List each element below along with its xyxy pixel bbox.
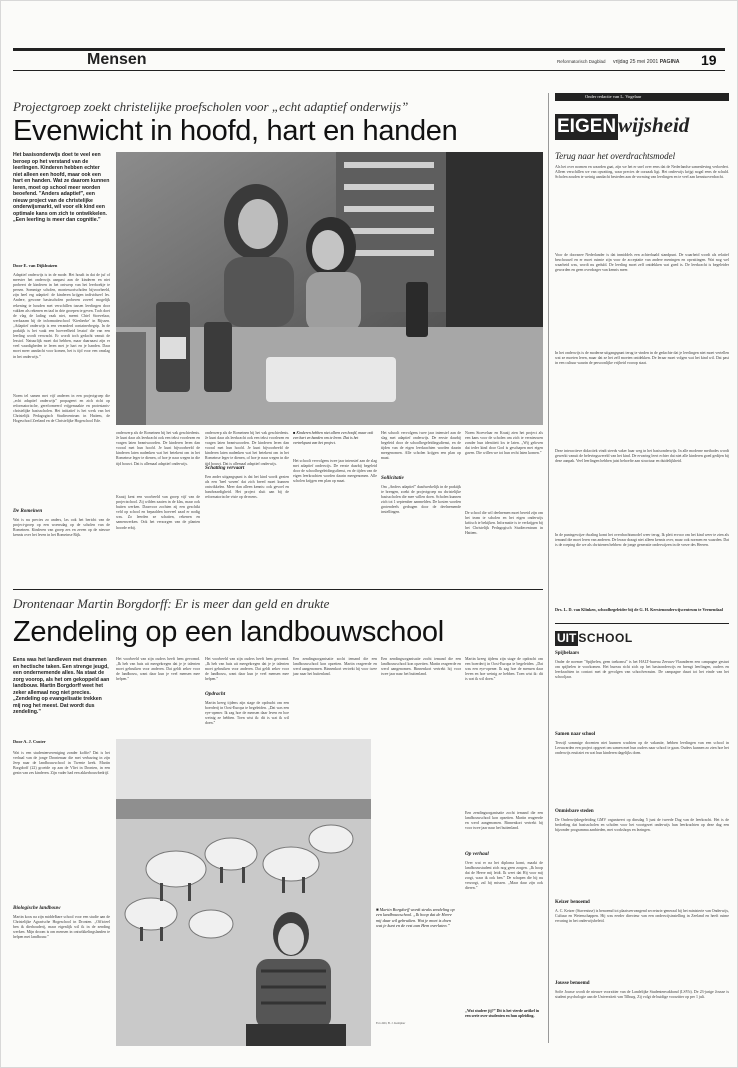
article1-photo xyxy=(116,152,543,425)
article2-byline: Door A. J. Custer xyxy=(13,739,46,744)
news-jousse-body: Sofie Jousse wordt de nieuwe voorzitter van de Landelijke Studentenvakbond (LSVb). De 23-jarige Jousse is student psychologie aan de Universiteit van Tilburg. Zij volgt de huidige voorzitter op per 1 juli. xyxy=(555,990,729,1000)
article2-series-note: „Wat studeer jij?” Dit is het vierde artikel in een serie over studenten en hun opleiding. xyxy=(465,1009,540,1018)
article2-photo xyxy=(116,739,371,1046)
article2-body-6b: Martin kreeg tijdens zijn stage de opdracht om een boerderij in Oost-Europa te begeleiden. „Dat was een eye-opener. Ik zag hoe de mensen daar leven en hoe weinig ze hebben. Toen wist ik: dit is wat ik wil doen.” xyxy=(465,657,543,682)
article2-body-4: Martin kreeg tijdens zijn stage de opdracht om een boerderij in Oost-Europa te begeleiden. „Dat was een eye-opener. Ik zag hoe de mensen daar leven en hoe weinig ze hebben. Toen wist ik: dit is wat ik wil doen.” xyxy=(205,701,289,726)
article1-byline: Door E. van Dijkhuizen xyxy=(13,263,58,268)
article1-body-5: Kraaij kent een voorbeeld van groep vijf van de projectschool. Zij wilden zaaien in de klas, maar ook buiten werken. Daarvoor zochten zij een geschikt veld op school en bepaalden hoeveel zaad er nodig was. Zo leerden ze schatten, rekenen en samenwerken. Ook het verzorgen van de planten hoorde erbij. xyxy=(116,495,200,530)
article2-kicker: Drontenaar Martin Borgdorff: Er is meer dan geld en drukte xyxy=(13,596,330,611)
article1-body-4b: onderwerp als de Romeinen bij het vak geschiedenis. Je kunt daar als leerkracht ook een tekst voorlezen en vragen laten beantwoorden. De kinderen leren dan vooral met hun hoofd. Je kunt bijvoorbeeld de kinderen laten nadenken wat het betekent om in het Romeinse leger te dienen, of hoe je naar wegen in die tijd bouwt. Dat is allemaal adaptief onderwijs. xyxy=(205,431,289,466)
article1-caption: ■ Kinderen hebben niet alleen een hoofd, maar ook een hart en handen om te leren. Dat is het vertrekpunt van het project. xyxy=(293,431,374,445)
school-word: SCHOOL xyxy=(578,631,633,645)
news-spijbelaars-title: Spijbelaars xyxy=(555,651,580,656)
column-body-4: Deze interactieve didactiek vindt steeds vaker haar weg in het basisonderwijs. In alle moderne methodes wordt gewerkt vanuit de belevingswereld van het kind. De ervaring leert echter dat niet alle kinderen goed gedijen bij deze aanpak. Veel leerlingen hebben juist behoefte aan structuur en duidelijkheid. xyxy=(555,449,729,464)
sidebar-divider xyxy=(548,93,549,1043)
article2-subhead-3: Op verhaal xyxy=(465,851,489,857)
article1-body-2: Noem tel samen met vijf anderen in een projectgroep die „echt adaptief onderwijs” propageert en zich richt op reformatorische, gereformeerd vrijgemaakte en protestants-christelijke basisscholen. Het initiatief is het werk van het Christelijk Pedagogisch Studiecentrum in Hattem, de Hogeschool Zeeland en de Christelijke Hogeschool Ede. xyxy=(13,394,110,424)
news-onmisbare-title: Onmisbare steden xyxy=(555,809,594,814)
uit-school-logo xyxy=(555,629,633,645)
news-samen-title: Samen naar school xyxy=(555,732,596,737)
article2-intro: Eens was het landleven met drammen en hectische taken. Een strenge jeugd, een ondernemende alles. Na staat de zorg voorop, als het om gekoppeld aan landbouw. Martin Borgdorff weet het zeker allemaal nog niet precies. „Zendeling op evangelisatie trekken mij nog het meest. Dat wordt dus zendeling.” xyxy=(13,657,110,715)
sidebar-rule xyxy=(555,623,729,624)
article2-body-6a: Een zendingsorganisatie zocht iemand die een landbouwschool kon opzetten. Martin reageerde en werd aangenomen. Binnenkort vertrekt hij voor twee jaar naar het buitenland. xyxy=(381,657,461,677)
news-samen-body: Terwijl sommige docenten niet kunnen wachten op de vakantie, hebben leerlingen van een school in Leeuwarden een project opgezet om samen met hun ouders naar school te gaan. Ouders kunnen zo zien hoe het onderwijs eruitziet en wat hun kinderen dagelijks doen. xyxy=(555,741,729,756)
eigen-word: EIGEN xyxy=(555,114,618,140)
article2-body-5: Een zendingsorganisatie zocht iemand die een landbouwschool kon opzetten. Martin reageerde en werd aangenomen. Binnenkort vertrekt hij voor twee jaar naar het buitenland. xyxy=(293,657,377,677)
article1-headline: Evenwicht in hoofd, hart en handen xyxy=(13,115,458,147)
wijsheid-word: wijsheid xyxy=(618,113,690,137)
column-body-1: Als het over normen en waarden gaat, zijn we het er snel over eens dat de Nederlandse samenleving verloedert. Alleen verschillen we van opvatting, waar precies de oorzaak ligt. Het onderwijs krijgt nogal eens de schuld. Scholen zouden te weinig aandacht besteden aan de vorming van leerlingen en te veel aan kennisoverdracht. xyxy=(555,165,729,180)
martin-with-sheep-photo xyxy=(116,739,371,1046)
page-number: 19 xyxy=(701,52,717,68)
article1-body-4: onderwerp als de Romeinen bij het vak geschiedenis. Je kunt daar als leerkracht ook een tekst voorlezen en vragen laten beantwoorden. De kinderen leren dan vooral met hun hoofd. Je kunt bijvoorbeeld de kinderen laten nadenken wat het betekent om in het Romeinse leger te dienen, of hoe je naar wegen in die tijd bouwt. Dat is allemaal adaptief onderwijs. xyxy=(116,431,200,466)
article1-body-6: Een ander uitgangspunt is dat het kind wordt gezien als een 'heel wezen' dat zich breed moet kunnen ontwikkelen. Meer dan alleen kennis: ook gevoel en handvaardigheid. Het project sluit aan bij de reformatorische visie op de mens. xyxy=(205,475,289,500)
article2-subhead-2: Opdracht xyxy=(205,691,226,697)
article1-body-9: Noem Stoevelaar en Kraaij zien het project als een kans voor de scholen om zich te vernieuwen zonder hun identiteit los te laten. „Wij geloven dat ieder kind door God is geschapen met eigen gaven. Die willen we tot hun recht laten komen.” xyxy=(465,431,543,456)
article1-subhead-1: De Romeinen xyxy=(13,508,43,514)
article2-body-6c: Een zendingsorganisatie zocht iemand die een landbouwschool kon opzetten. Martin reageerde en werd aangenomen. Binnenkort vertrekt hij voor twee jaar naar het buitenland. xyxy=(465,811,543,831)
article-divider xyxy=(13,589,543,590)
eigen-wijsheid-logo xyxy=(555,113,689,141)
article1-body-7b: Het schoolt vervolgens twee jaar intensief aan de slag met adaptief onderwijs. De eerste daarbij begeleid door de schoolbegeleidingsdienst, en de tijden van de eigen leerkrachten worden daarin meegenomen. Alle scholen krijgen een plan op maat. xyxy=(381,431,461,461)
issue-date: vrijdag 25 mei 2001 PAGINA xyxy=(613,59,680,65)
article1-subhead-3: Sollicitatie xyxy=(381,475,404,481)
column-author: Drs. L. D. van Klinken, schoolbegeleider bij de G. H. Kerstenonderwijscentrum te Veenendaal xyxy=(555,607,723,612)
article1-body-3: Wat is nu precies zo anders, las ook het bericht van de project-groep op een woensdag op de scholen van de Romeinen. Kinderen van groep zes en zeven op de nieuwe kennis over het leven in het Romeinse Rijk. xyxy=(13,518,110,538)
news-keizer-title: Keizer benoemd xyxy=(555,900,590,905)
news-onmisbare-body: De Onderwijsbegeleiding GMV organiseert op dinsdag 5 juni de tweede Dag van de leerkracht. Het is de bedoeling dat basisscholen en scholen voor het voortgezet onderwijs hun leerkrachten op deze dag een bijzonder programma aanbieden, met workshops en lezingen. xyxy=(555,818,729,833)
article1-body-1: Adaptief onderwijs is in de mode. Het houdt in dat de juf of meester het onderwijs aanpast aan de kinderen en niet probeert de kinderen in het ontwerp van het leerboekje te persen. Sommige scholen, montessorischolen bijvoorbeeld, zijn heel erg adaptief: de kinderen krijgen individueel les. Andere, gewone basisscholen proberen zoveel mogelijk rekening te houden met verschillen tussen leerlingen door vakken als rekenen en taal in drie groepen te geven. Toch doet de vlag de lading vaak niet, meent Chiel Stoevelaar, werkzaam bij de informatieschool ‘Kiesberke’ in Rijssen. „Adaptief onderwijs is een veranderd containerbegrip. In de praktijk is het vaak een hoeveelheid lesstof die van een leerling wordt verwacht. Er wordt toch gedacht vanuit de lesstof. Natuurlijk moet dat hebben, maar daarnaast zijn er veel vaardigheden te leren met je hart en je handen. Daar moet meer aandacht voor komen, het is tijd voor een omslag in het onderwijs.” xyxy=(13,273,110,359)
uit-word: UIT xyxy=(557,631,577,645)
news-keizer-body: A. C. Keizer (Stavenisse) is benoemd tot plaatsvervangend secretaris-generaal bij het ministerie van Onderwijs, Cultuur en Wetenschappen. Hij was eerder directeur van een onderwijsinstelling in Zeeland en heeft ruime ervaring in het onderwijsbeleid. xyxy=(555,909,729,924)
paper-name: Reformatorisch Dagblad xyxy=(557,59,606,64)
article2-caption: ■ Martin Borgdorff wordt straks zendeling op een landbouwschool. „Ik hoop dat de Heere mij daar wil gebruiken. Wat je moet is doen wat je kunt en de rest aan Hem overlaten.” xyxy=(376,907,455,929)
column-title: Terug naar het overdrachtsmodel xyxy=(555,151,676,161)
column-body-2: Voor de doorsnee Nederlander is dat inmiddels een achterhaald standpunt. De waarheid wordt als relatief beschouwd en er moet ruimte zijn voor de acceptatie van andere meningen en opvattingen. Wat nog wel waarheid was, wordt nu geduld. De leerling moet zelf ontdekken wat goed is. De leerkracht is begeleider geworden en geen overdrager van kennis meer. xyxy=(555,253,729,273)
article1-body-7: Het schoolt vervolgens twee jaar intensief aan de slag met adaptief onderwijs. De eerste daarbij begeleid door de schoolbegeleidingsdienst, en de tijden van de eigen leerkrachten worden daarin meegenomen. Alle scholen krijgen een plan op maat. xyxy=(293,459,377,484)
article1-subhead-2: Schatting vervaart xyxy=(205,465,245,471)
sidebar-editor-tag: Onder redactie van L. Vogelaar xyxy=(555,93,729,101)
section-label: Mensen xyxy=(87,51,147,68)
header-rule-bottom xyxy=(13,70,725,71)
article2-body-7: Over wat er na het diploma komt, maakt de landbouwstudent zich nog geen zorgen. „Ik hoop dat de Heere mij leidt. Ik weet dat Hij voor mij zorgt, waar ik ook ben.” De schapen die hij nu verzorgt, zal hij missen. „Maar daar zijn ook dieren.” xyxy=(465,861,543,891)
column-body-3: In het onderwijs is de moderne uitgangspunt terug te vinden in de gedachte dat je leerlingen niet moet vertellen wat ze moeten leren, maar dat ze het zelf moeten ontdekken. De leraar moet volgen wat het kind wil. Dat past in een cultuur waarin de persoonlijke vrijheid voorop staat. xyxy=(555,351,729,366)
article2-body-3: Het voorbeeld van zijn ouders heeft hem gevormd. „Ik heb van huis uit meegekregen dat je je talenten moet gebruiken voor anderen. Dat geldt zeker voor de landbouw, want daar kun je veel mensen mee helpen.” xyxy=(116,657,200,682)
article1-intro: Het basisonderwijs doet te veel een beroep op het verstand van de leerlingen. Kinderen hebben echter niet alleen een hoofd, maar ook een hart en handen. Wat ze daarom kunnen leren, moet op school meer worden beoefend. "Anders adaptief", een nieuw project van de christelijke onderwijsmarkt, wil voor elk kind een optimale kans om zich te ontwikkelen. „Een leerling is meer dan cognitie.” xyxy=(13,152,110,223)
article2-photo-credit: Foto RD, B. J. Kempher xyxy=(376,1021,406,1025)
column-body-5: In de puntsgewijze dwaling komt het overdrachtsmodel weer terug. Ik pleit ervoor om het kind weer te zien als iemand die moet leren van anderen. De leraar draagt niet alleen kennis over, maar ook normen en waarden. Dat is de roeping die we als christenen hebben: de jonge generatie onderwijzen in de vreze des Heeren. xyxy=(555,533,729,548)
article2-body-3b: Het voorbeeld van zijn ouders heeft hem gevormd. „Ik heb van huis uit meegekregen dat je je talenten moet gebruiken voor anderen. Dat geldt zeker voor de landbouw, want daar kun je veel mensen mee helpen.” xyxy=(205,657,289,682)
article1-body-8: Om „Anders adaptief” daadwerkelijk in de praktijk te brengen, zoekt de projectgroep nu christelijke basisscholen die mee willen doen. Scholen kunnen zich tot 1 september aanmelden. De kosten worden grotendeels gedragen door de deelnemende instellingen. xyxy=(381,485,461,515)
article2-subhead-1: Biologische landbouw xyxy=(13,905,61,911)
children-painting-photo xyxy=(116,152,543,425)
news-jousse-title: Jousse benoemd xyxy=(555,981,590,986)
article2-body-2: Martin koos na zijn middelbare school voor een studie aan de Christelijke Agrarische Hogeschool in Dronten. „Officieel ben ik dierhouderij, maar eigenlijk wil ik in de zending werken. Mijn droom is om mensen in ontwikkelingslanden te helpen met landbouw.” xyxy=(13,915,110,940)
news-spijbelaars-body: Onder de noemer "Spijbelen, geen toekomst" is het HALT-bureau Zeeuws-Vlaanderen een campagne gestart om spijbelen te voorkomen. Het bureau richt zich op het basisonderwijs en brengt leerlingen, ouders en leerkrachten in contact met de gevolgen van schoolverzuim. De campagne duurt tot het einde van het schooljaar. xyxy=(555,660,729,680)
article1-body-10: De school die wil deelnemen moet bereid zijn om het team te scholen en het eigen onderwijs kritisch te bekijken. Informatie is te verkrijgen bij het Christelijk Pedagogisch Studiecentrum in Hattem. xyxy=(465,511,543,536)
article2-body-1: Wat is een studentenvereniging zonder koffie? Dat is het verhaal van de jonge Drontenaar die met verbazing in zijn Jeep naar de landbouwschool in Twente keek. Martin Borgdorff (22) groeide op aan de Vliet in Dronten, in een gezin van zes kinderen. Zijn vader had een akkerbouwbedrijf. xyxy=(13,751,110,776)
article1-kicker: Projectgroep zoekt christelijke proefscholen voor „echt adaptief onderwijs” xyxy=(13,99,409,114)
article2-headline: Zendeling op een landbouwschool xyxy=(13,616,444,648)
